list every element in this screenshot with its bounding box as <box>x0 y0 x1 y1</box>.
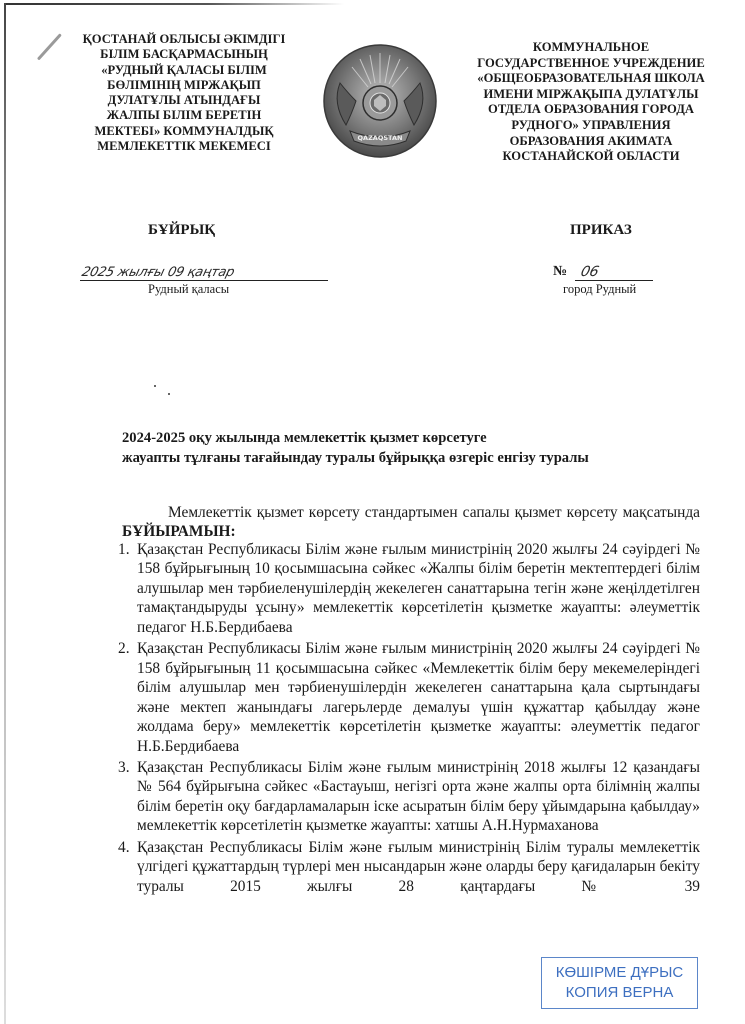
item-text: Қазақстан Республикасы Білім және ғылым министрінің Білім туралы мемлекеттік үлгідегі құжаттардың түрлері мен нысандарын және оларды беру қағидаларын бекіту туралы 2015 жылғы 28 қаңтардағы № 39 <box>137 838 700 895</box>
title-line: 2024-2025 оқу жылында мемлекеттік қызмет көрсетуге <box>122 430 487 446</box>
header-line: МЕМЛЕКЕТТІК МЕКЕМЕСІ <box>97 139 271 154</box>
title-line: жауапты тұлғаны тағайындау туралы бұйрыққа өзгеріс енгізу туралы <box>122 449 589 466</box>
scan-specks <box>150 385 170 405</box>
list-item <box>100 758 700 836</box>
header-line: ОТДЕЛА ОБРАЗОВАНИЯ ГОРОДА <box>488 102 694 117</box>
header-line: ИМЕНИ МІРЖАҚЫПА ДУЛАТҰЛЫ <box>483 86 699 101</box>
order-items-list <box>100 540 700 896</box>
item-number: 1. <box>118 541 130 558</box>
order-title-ru: ПРИКАЗ <box>570 222 632 238</box>
stamp-line-ru: КОПИЯ ВЕРНА <box>565 984 674 1001</box>
item-number: 3. <box>118 758 130 776</box>
header-left-kz <box>68 32 300 154</box>
order-date-field <box>80 262 328 281</box>
header-line: РУДНОГО» УПРАВЛЕНИЯ <box>511 117 671 132</box>
item-number: 4. <box>118 838 130 856</box>
scan-edge-top <box>4 3 344 5</box>
header-line: КОСТАНАЙСКОЙ ОБЛАСТИ <box>502 149 680 164</box>
copy-certified-stamp <box>541 957 698 1009</box>
city-kz: Рудный қаласы <box>148 282 230 296</box>
list-item <box>100 838 700 896</box>
header-line: ДУЛАТҰЛЫ АТЫНДАҒЫ <box>107 93 261 108</box>
item-number: 2. <box>118 640 130 658</box>
handwritten-number: 06 <box>579 264 601 280</box>
preamble-bold: БҰЙЫРАМЫН: <box>122 523 236 541</box>
header-line: ОБРАЗОВАНИЯ АКИМАТА <box>509 133 673 148</box>
preamble-text: Мемлекеттік қызмет көрсету стандартымен сапалы қызмет көрсету мақсатында <box>168 504 700 521</box>
header-line: «РУДНЫЙ ҚАЛАСЫ БІЛІМ <box>101 62 267 77</box>
header-line: ГОСУДАРСТВЕННОЕ УЧРЕЖДЕНИЕ <box>477 55 705 70</box>
header-line: КОММУНАЛЬНОЕ <box>532 40 650 54</box>
city-ru: город Рудный <box>563 282 637 296</box>
emblem-text: QAZAQSTAN <box>357 134 403 142</box>
number-sign: № <box>553 264 568 279</box>
item-text: Қазақстан Республикасы Білім және ғылым министрінің 2020 жылғы 24 сәуірдегі № 158 бұйрығының 10 қосымшасына сәйкес «Жалпы білім беретін мектептердегі білім алушылар мен тәрбиеленушілердің жекелеген санаттарына тегін және жеңілдетілген тамақтандыруды ұсыну» мемлекеттік көрсетілетін қызметке жауапты: әлеуметтік педагог Н.Б.Бердибаева <box>137 541 700 636</box>
header-line: БӨЛІМІНІҢ МІРЖАҚЫП <box>107 77 261 92</box>
header-right-ru <box>460 40 722 165</box>
item-text: Қазақстан Республикасы Білім және ғылым министрінің 2020 жылғы 24 сәуірдегі № 158 бұйрығының 11 қосымшасына сәйкес «Мемлекеттік білім беру мекемелеріндегі білім алушылар мен тәрбиенушілердін жекелеген санаттарына қала сыртындағы және мектеп жанындағы лагерьлерде демалуы үшін құжаттар қабылдау және жолдама беру» мемлекеттік көрсетілетін қызметке жауапты: әлеуметтік педагог Н.Б.Бердибаева <box>137 640 700 755</box>
state-emblem-icon <box>322 43 438 159</box>
header-line: МЕКТЕБІ» КОММУНАЛДЫҚ <box>94 123 274 138</box>
item-text: Қазақстан Республикасы Білім және ғылым министрінің 2018 жылғы 12 қазандағы № 564 бұйрығына сәйкес «Бастауыш, негізгі орта және жалпы орта білімнің жалпы білім беретін оқу бағдарламаларын іске асыратын білім беру ұйымдарына қабылдау» мемлекеттік көрсетілетін қызметке жауапты: хатшы А.Н.Нурмаханова <box>137 758 700 835</box>
header-line: ЖАЛПЫ БІЛІМ БЕРЕТІН <box>106 108 262 123</box>
document-title <box>122 429 702 468</box>
stamp-line-kz: КӨШІРМЕ ДҰРЫС <box>555 964 684 981</box>
preamble <box>122 503 700 542</box>
handwritten-date: 2025 жылғы 09 қаңтар <box>80 265 236 280</box>
number-line <box>575 262 653 281</box>
header-line: ҚОСТАНАЙ ОБЛЫСЫ ӘКІМДІГІ <box>82 32 286 46</box>
scan-edge-left <box>4 3 6 1024</box>
header-line: БІЛІМ БАСҚАРМАСЫНЫҢ <box>100 47 268 62</box>
order-title-kz: БҰЙРЫҚ <box>148 222 216 238</box>
paperclip-mark <box>37 33 62 60</box>
list-item <box>100 639 700 756</box>
header-line: «ОБЩЕОБРАЗОВАТЕЛЬНАЯ ШКОЛА <box>477 71 705 86</box>
list-item <box>100 540 700 637</box>
